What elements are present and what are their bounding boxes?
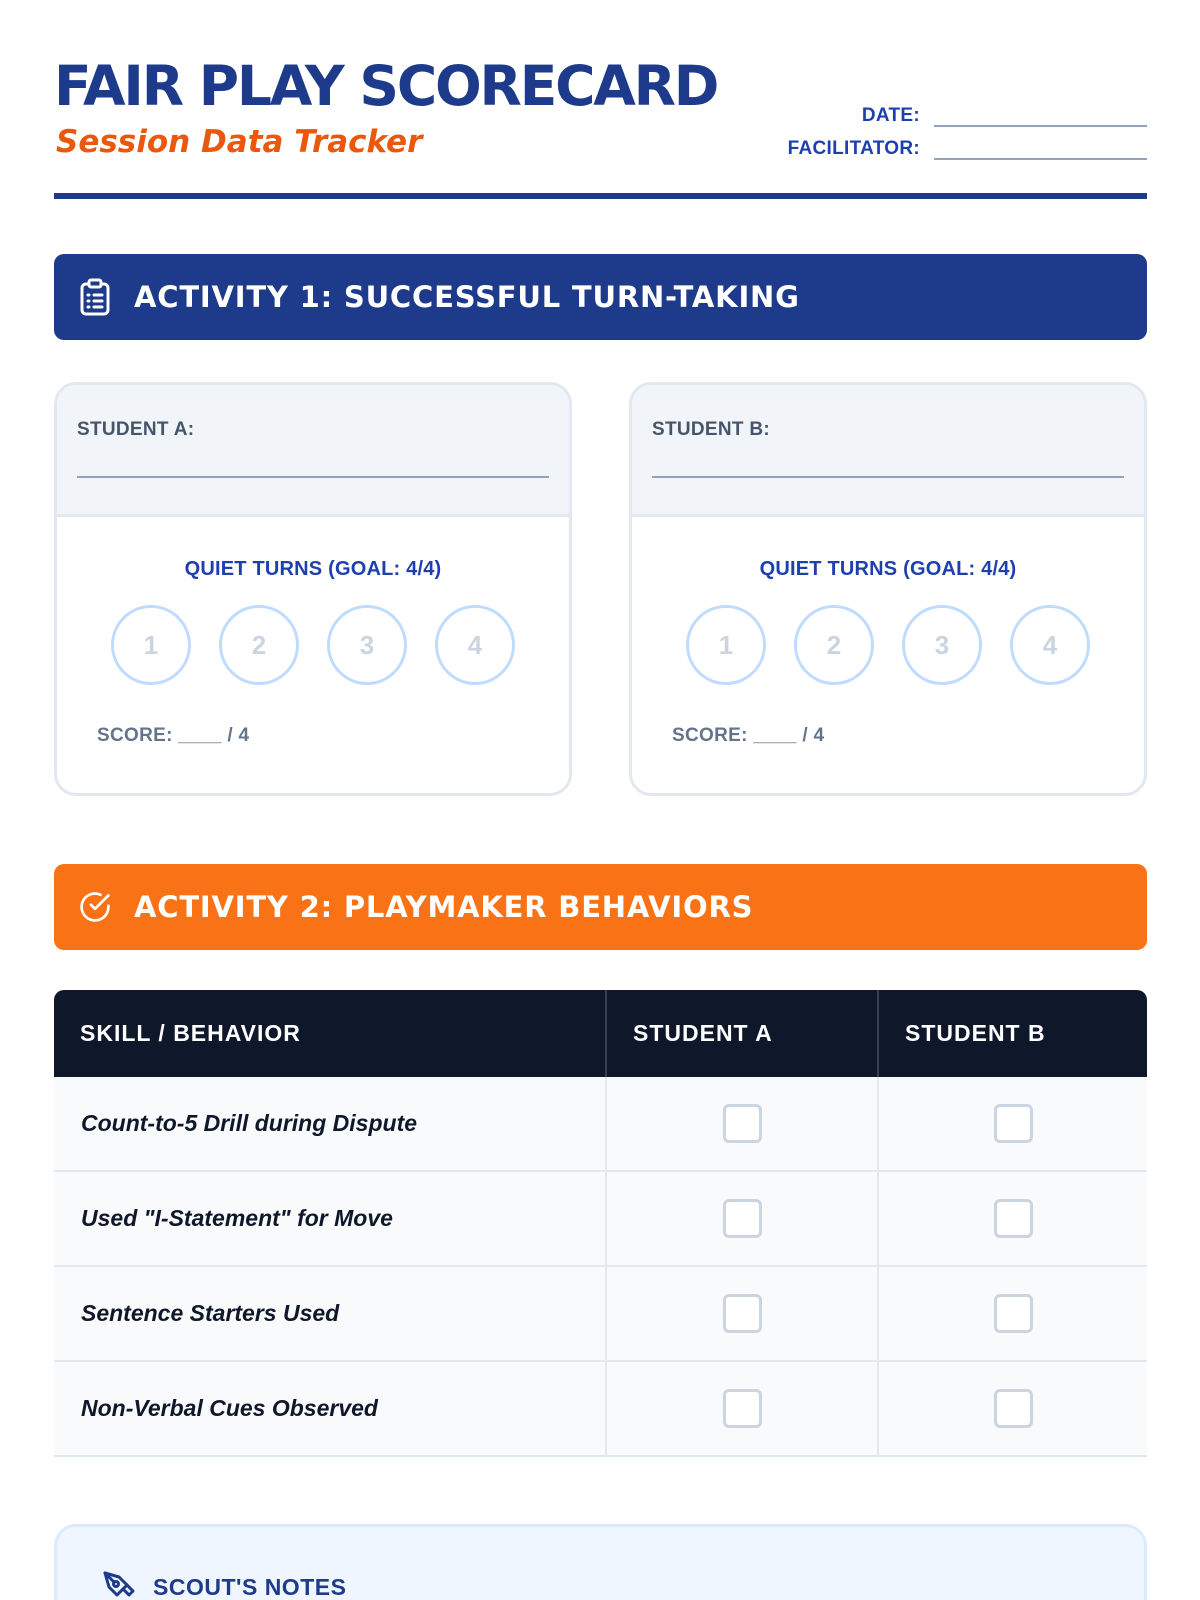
clipboard-icon	[78, 278, 112, 316]
page-title: FAIR PLAY SCORECARD	[54, 54, 718, 118]
student-a-cell	[607, 1077, 879, 1170]
table-header	[54, 990, 1147, 1077]
student-b-score: SCORE: ____ / 4	[672, 725, 825, 746]
page-header	[54, 0, 1147, 200]
checkbox[interactable]	[723, 1199, 762, 1238]
date-label: DATE:	[861, 105, 920, 126]
column-header-skill: SKILL / BEHAVIOR	[54, 990, 607, 1077]
turn-bubble-4[interactable]: 4	[1010, 605, 1090, 685]
turn-bubble-3[interactable]: 3	[327, 605, 407, 685]
turn-bubble-1[interactable]: 1	[111, 605, 191, 685]
student-a-card	[54, 382, 572, 796]
table-row	[54, 1267, 1147, 1362]
header-divider	[54, 193, 1147, 199]
date-input-line[interactable]	[934, 107, 1147, 127]
notes-panel[interactable]	[54, 1524, 1147, 1600]
activity2-banner	[54, 864, 1147, 950]
activity1-title: ACTIVITY 1: SUCCESSFUL TURN-TAKING	[134, 280, 800, 314]
student-b-cell	[879, 1267, 1147, 1360]
student-b-name-area[interactable]	[632, 385, 1144, 517]
turn-bubble-1[interactable]: 1	[686, 605, 766, 685]
activity1-banner	[54, 254, 1147, 340]
date-field[interactable]	[862, 105, 1147, 127]
skill-cell: Sentence Starters Used	[54, 1267, 607, 1360]
facilitator-input-line[interactable]	[934, 140, 1147, 160]
student-a-turn-bubbles	[57, 605, 569, 685]
checkbox[interactable]	[723, 1389, 762, 1428]
student-b-turn-bubbles	[632, 605, 1144, 685]
column-header-student-b: STUDENT B	[905, 1020, 1046, 1046]
student-b-cell	[879, 1172, 1147, 1265]
notes-title: SCOUT'S NOTES	[153, 1573, 347, 1600]
table-row	[54, 1077, 1147, 1172]
turn-bubble-3[interactable]: 3	[902, 605, 982, 685]
checkbox[interactable]	[994, 1389, 1033, 1428]
skill-cell: Count-to-5 Drill during Dispute	[54, 1077, 607, 1170]
notes-header	[101, 1569, 346, 1600]
student-b-label: STUDENT B:	[652, 419, 771, 440]
student-b-name-line[interactable]	[652, 476, 1124, 478]
checkbox[interactable]	[723, 1294, 762, 1333]
checkbox[interactable]	[994, 1104, 1033, 1143]
student-a-turns-label: QUIET TURNS (GOAL: 4/4)	[184, 558, 442, 580]
student-a-score: SCORE: ____ / 4	[97, 725, 250, 746]
student-a-cell	[607, 1172, 879, 1265]
student-a-name-line[interactable]	[77, 476, 549, 478]
checkbox[interactable]	[994, 1294, 1033, 1333]
student-a-name-area[interactable]	[57, 385, 569, 517]
checkbox[interactable]	[723, 1104, 762, 1143]
turn-bubble-2[interactable]: 2	[794, 605, 874, 685]
skill-cell: Used "I-Statement" for Move	[54, 1172, 607, 1265]
table-row	[54, 1172, 1147, 1267]
student-b-cell	[879, 1362, 1147, 1455]
student-a-cell	[607, 1267, 879, 1360]
student-a-cell	[607, 1362, 879, 1455]
scorecard-page	[54, 0, 1147, 1600]
student-b-card	[629, 382, 1147, 796]
column-header-student-a: STUDENT A	[607, 990, 879, 1077]
activity2-title: ACTIVITY 2: PLAYMAKER BEHAVIORS	[134, 890, 754, 924]
student-b-turns-label: QUIET TURNS (GOAL: 4/4)	[759, 558, 1017, 580]
pen-icon	[101, 1569, 137, 1600]
checkbox[interactable]	[994, 1199, 1033, 1238]
turn-bubble-4[interactable]: 4	[435, 605, 515, 685]
student-b-cell	[879, 1077, 1147, 1170]
facilitator-label: FACILITATOR:	[787, 138, 920, 159]
facilitator-field[interactable]	[788, 138, 1147, 160]
check-circle-icon	[78, 888, 112, 926]
student-a-label: STUDENT A:	[77, 419, 195, 440]
behavior-table	[54, 990, 1147, 1457]
skill-cell: Non-Verbal Cues Observed	[54, 1362, 607, 1455]
turn-bubble-2[interactable]: 2	[219, 605, 299, 685]
page-subtitle: Session Data Tracker	[56, 124, 423, 160]
table-row	[54, 1362, 1147, 1457]
